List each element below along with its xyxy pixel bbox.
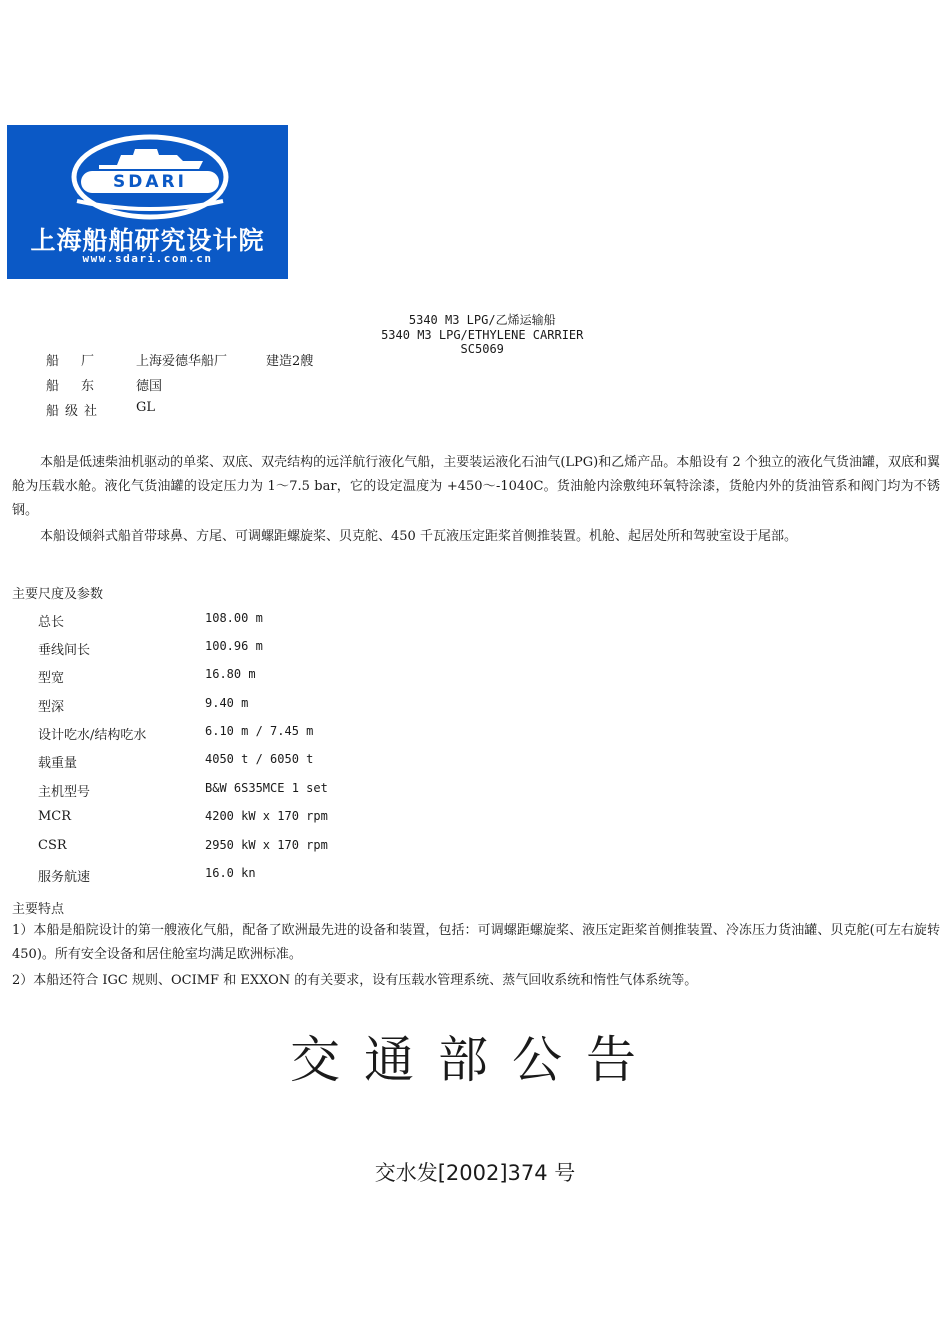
info-value: 德国 bbox=[136, 379, 163, 394]
spec-key: MCR bbox=[38, 809, 72, 824]
spec-value: 16.0 kn bbox=[205, 866, 256, 880]
spec-value: 9.40 m bbox=[205, 696, 249, 710]
notice-number: 交水发[2002]374 号 bbox=[374, 1161, 576, 1185]
feature-item-1: 1）本船是船院设计的第一艘液化气船，配备了欧洲最先进的设备和装置，包括：可调螺距螺旋桨、液压定距桨首侧推装置、冷冻压力货油罐、贝克舵(可左右旋转 450)。所有安全设备和居住舱室均满足欧洲标准。 bbox=[12, 923, 940, 962]
logo-org-name: 上海船舶研究设计院 bbox=[30, 226, 265, 255]
notice-title: 交通部公告 bbox=[290, 1031, 660, 1089]
info-value: GL bbox=[136, 400, 156, 415]
features-heading: 主要特点 bbox=[12, 902, 65, 917]
spec-value: B&W 6S35MCE 1 set bbox=[205, 781, 328, 795]
info-extra: 建造2艘 bbox=[266, 354, 314, 369]
spec-value: 16.80 m bbox=[205, 667, 256, 681]
ship-code: SC5069 bbox=[460, 342, 504, 356]
info-value: 上海爱德华船厂 bbox=[136, 354, 228, 369]
spec-key: 总长 bbox=[38, 615, 65, 630]
info-label: 船厂 bbox=[46, 354, 117, 369]
feature-item-2: 2）本船还符合 IGC 规则、OCIMF 和 EXXON 的有关要求，设有压载水管理系统、蒸气回收系统和惰性气体系统等。 bbox=[12, 973, 698, 988]
ship-title-en: 5340 M3 LPG/ETHYLENE CARRIER bbox=[381, 328, 584, 342]
info-label: 船级社 bbox=[46, 404, 104, 419]
spec-key: 型深 bbox=[38, 700, 65, 715]
spec-key: 主机型号 bbox=[38, 785, 91, 800]
spec-key: 设计吃水/结构吃水 bbox=[38, 728, 147, 743]
spec-value: 4200 kW x 170 rpm bbox=[205, 809, 328, 823]
spec-key: 服务航速 bbox=[38, 870, 91, 885]
spec-value: 108.00 m bbox=[205, 611, 263, 625]
logo-badge-text: SDARI bbox=[113, 172, 187, 192]
info-label: 船东 bbox=[46, 379, 117, 394]
spec-key: 型宽 bbox=[38, 671, 65, 686]
sdari-logo bbox=[7, 125, 288, 279]
spec-key: CSR bbox=[38, 838, 67, 853]
spec-key: 载重量 bbox=[38, 756, 78, 771]
spec-value: 6.10 m / 7.45 m bbox=[205, 724, 314, 738]
spec-value: 4050 t / 6050 t bbox=[205, 752, 314, 766]
specs-heading: 主要尺度及参数 bbox=[12, 587, 104, 602]
ship-title-line bbox=[0, 297, 950, 356]
spec-value: 100.96 m bbox=[205, 639, 263, 653]
spec-value: 2950 kW x 170 rpm bbox=[205, 838, 328, 852]
description-paragraph-1: 本船是低速柴油机驱动的单桨、双底、双壳结构的远洋航行液化气船，主要装运液化石油气(LPG)和乙烯产品。本船设有 2 个独立的液化气货油罐，双底和翼舱为压载水舱。液化气货油罐的设定压力为 1～7.5 bar，它的设定温度为 +450～-1040C。货油舱内涂敷纯环氧特涂漆，货舱内外的货油管系和阀门均为不锈钢。 bbox=[12, 455, 940, 518]
description-paragraph-2: 本船设倾斜式船首带球鼻、方尾、可调螺距螺旋桨、贝克舵、450 千瓦液压定距桨首侧推装置。机舱、起居处所和驾驶室设于尾部。 bbox=[40, 529, 797, 544]
ship-title-cn: 5340 M3 LPG/乙烯运输船 bbox=[408, 313, 556, 327]
spec-key: 垂线间长 bbox=[38, 643, 91, 658]
logo-url: www.sdari.com.cn bbox=[82, 252, 213, 265]
